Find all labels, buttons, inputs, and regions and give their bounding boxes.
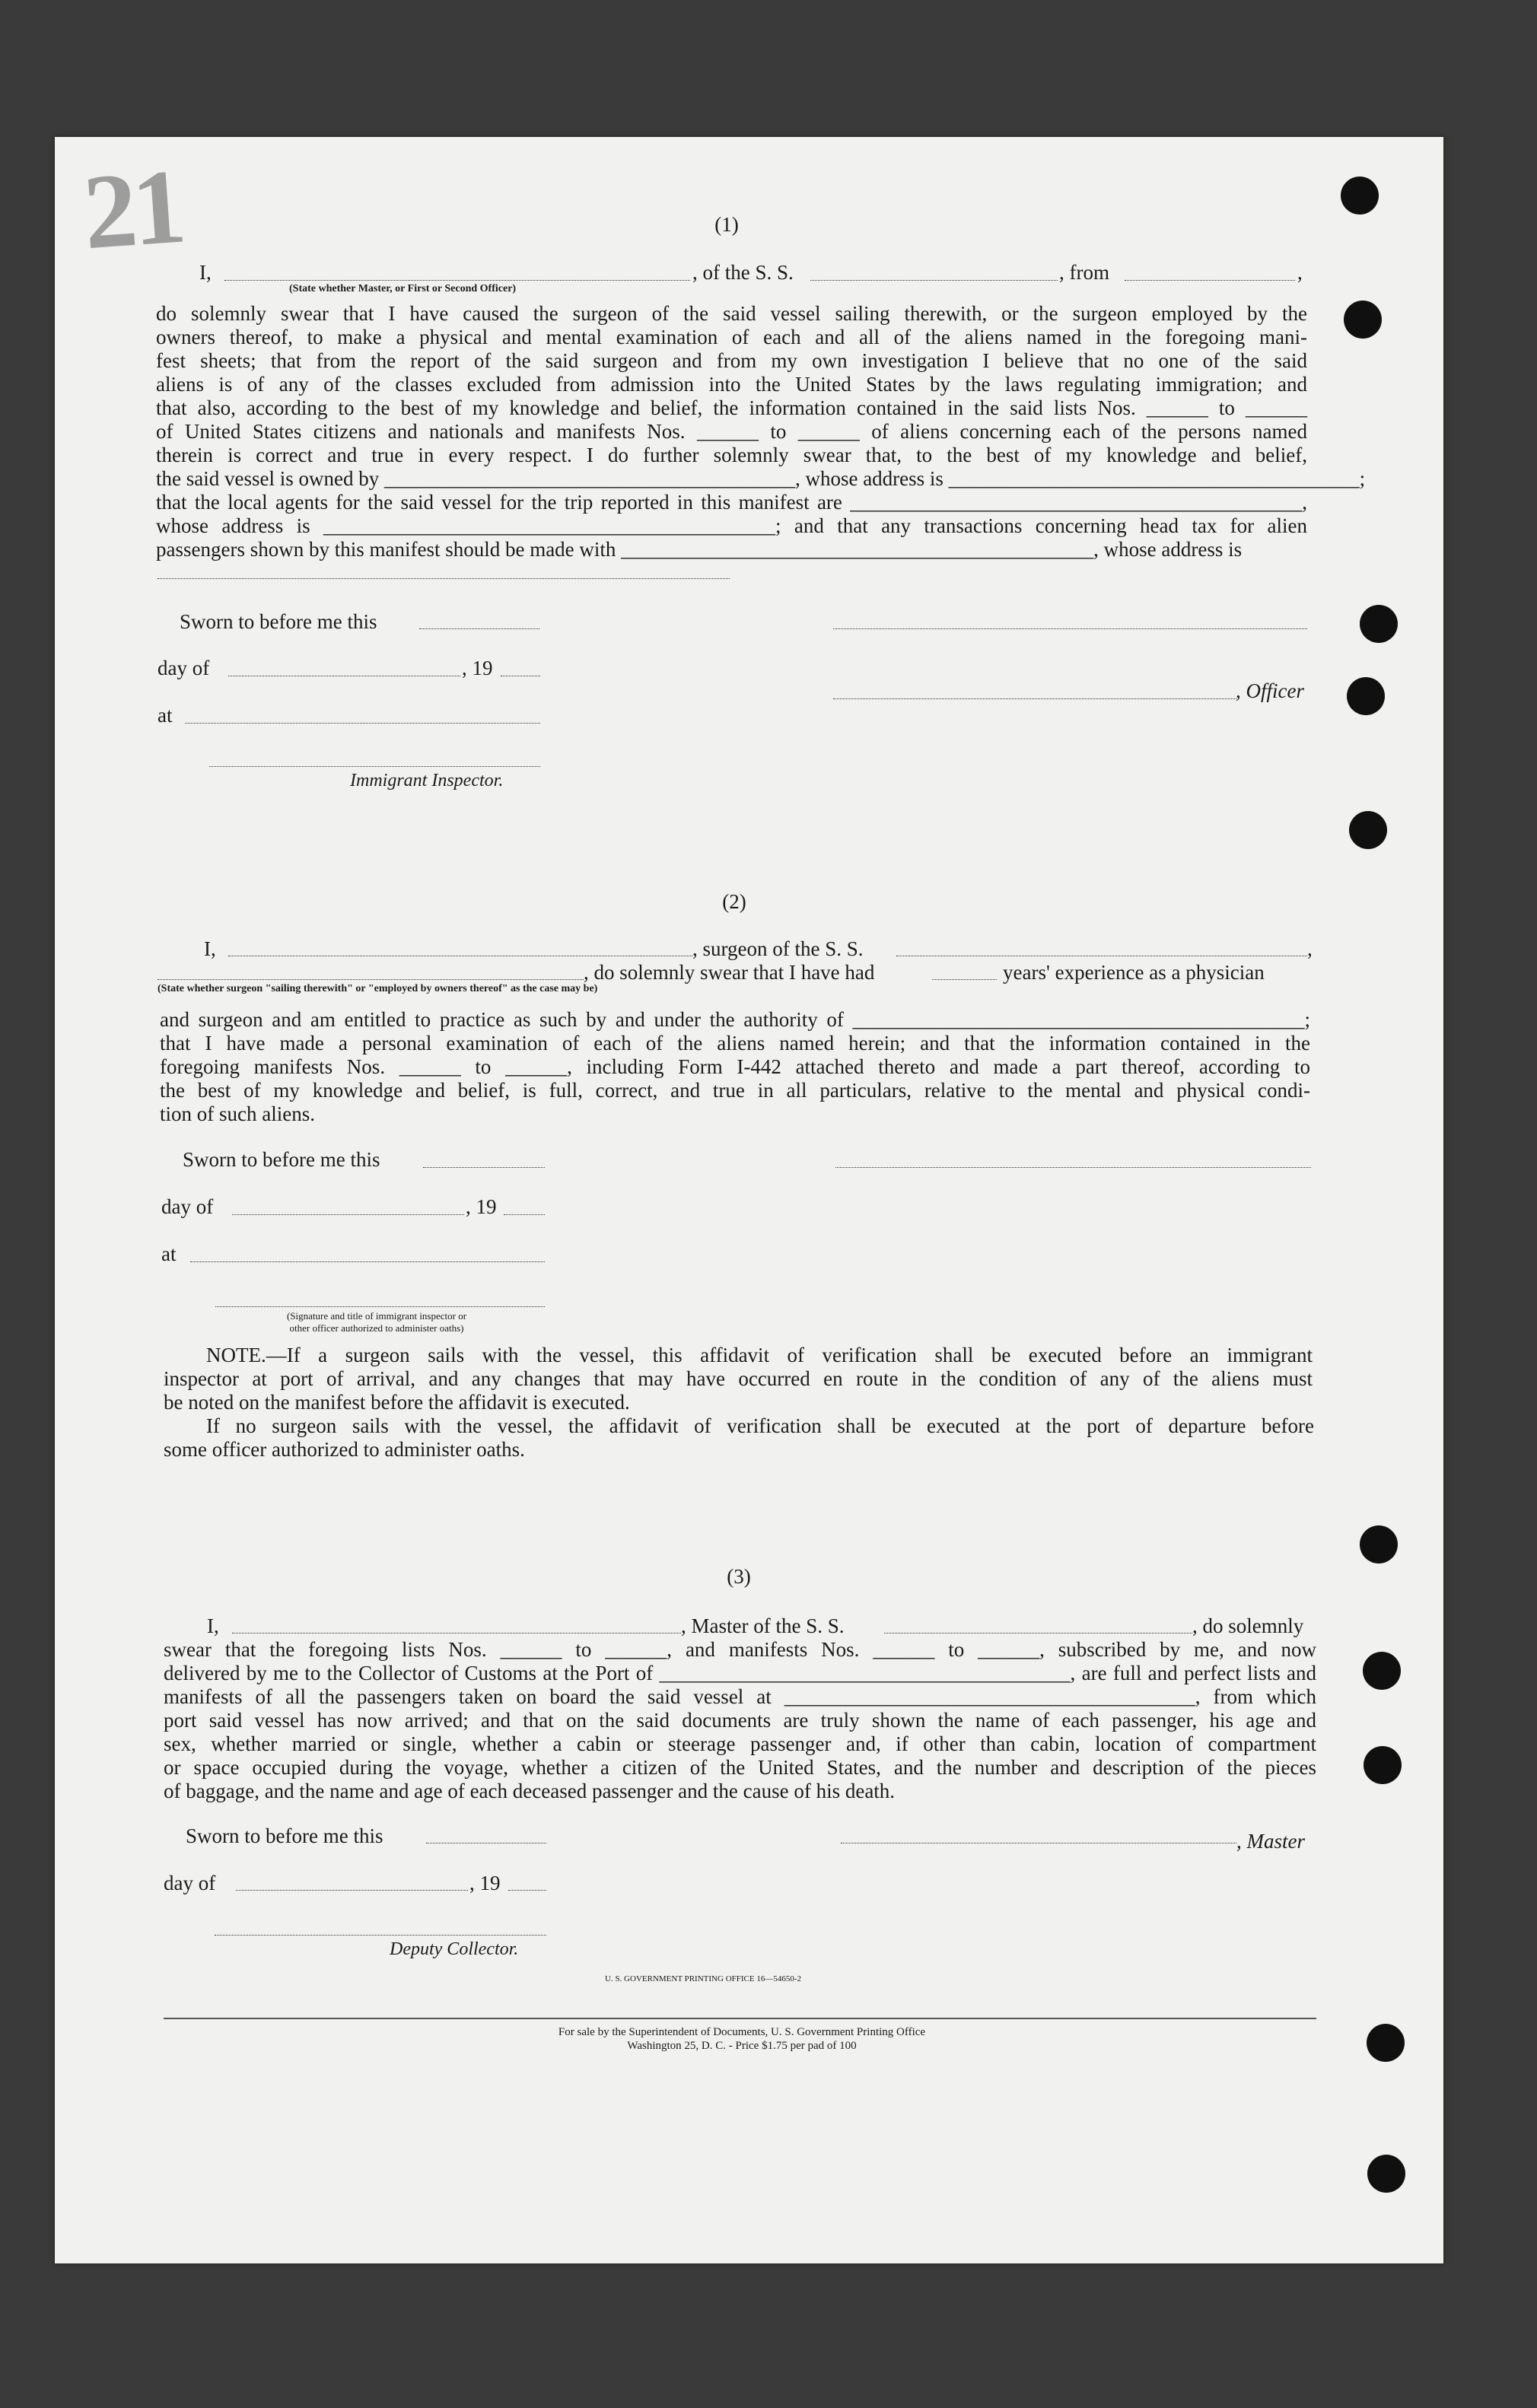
- sec3-solemnly-label: , do solemnly: [1192, 1614, 1304, 1637]
- officer-label: , Officer: [1236, 679, 1304, 702]
- deputy-collector-label: Deputy Collector.: [390, 1939, 519, 1959]
- binder-hole: [1363, 1652, 1401, 1690]
- sec2-day-line: [232, 1214, 464, 1215]
- sec3-year-label: , 19: [469, 1872, 501, 1894]
- binder-hole: [1347, 677, 1385, 715]
- sec1-at-line: [185, 723, 540, 724]
- sec1-oath-paragraph: do solemnly swear that I have caused the surgeon of the said vessel sailing therewith, or the surgeon employed by the owners thereof, to make a physical and mental examination of each and all of the aliens named in the foregoing mani- fest sheets; that from the report of the said surgeon and from my own investigation I believe that no one of the said aliens is of any of the classes excluded from admission into the United States by the laws regulating immigration; and that also, according to the best of my knowledge and belief, the information contained in the said lists Nos. ______ to ______ of United States citizens and nationals and manifests Nos. ______ to ______ of aliens concerning each of the persons named therein is correct and true in every respect. I do further solemnly swear that, to the best of my knowledge and belief, the said vessel is owned by ________________________________________, whose address is ________________________________________; that the local agents for the said vessel for the trip reported in this manifest are ____________________________________________, whose address is ____________________________________________; and that any transactions concerning head tax for alien passengers shown by this manifest should be made with ______________________________________________, whose address is: [156, 302, 1366, 561]
- signature-caption-2: other officer authorized to administer oaths): [289, 1322, 464, 1334]
- sec1-i: I,: [199, 261, 212, 284]
- sec2-years-label: years' experience as a physician: [1003, 961, 1265, 984]
- sec2-sworn-date-line: [423, 1167, 545, 1168]
- binder-hole: [1344, 301, 1382, 339]
- binder-hole: [1360, 1525, 1398, 1563]
- sec2-year-label: , 19: [466, 1195, 497, 1218]
- section-number-3: (3): [727, 1565, 751, 1588]
- sec1-officer-line: [833, 698, 1236, 699]
- master-label: , Master: [1236, 1830, 1305, 1853]
- binder-hole: [1360, 605, 1398, 643]
- note2-paragraph: If no surgeon sails with the vessel, the affidavit of verification shall be executed at the port of departure before some officer authorized to administer oaths.: [164, 1414, 1314, 1461]
- whose-address-line: [158, 578, 730, 579]
- sec1-sworn-label: Sworn to before me this: [180, 610, 377, 633]
- sec2-comma: ,: [1307, 937, 1313, 960]
- section-number-2: (2): [722, 890, 746, 913]
- binder-hole: [1349, 811, 1387, 849]
- ship-name-line: [810, 280, 1058, 281]
- sec3-i: I,: [207, 1614, 219, 1637]
- master-name-line: [224, 280, 690, 281]
- sec3-year-line: [508, 1890, 546, 1891]
- surgeon-status-caption: (State whether surgeon "sailing therewith" or "employed by owners thereof" as the case may be): [158, 983, 598, 994]
- sec2-swear-label: , do solemnly swear that I have had: [584, 961, 875, 984]
- sec1-at-label: at: [158, 704, 173, 727]
- section-number-1: (1): [714, 213, 739, 236]
- sec2-sign-line: [835, 1167, 1311, 1168]
- immigrant-inspector-label: Immigrant Inspector.: [350, 771, 504, 790]
- sec3-sworn-label: Sworn to before me this: [186, 1824, 383, 1847]
- footer-sale-line-2: Washington 25, D. C. - Price $1.75 per pad of 100: [627, 2040, 857, 2052]
- inspector-sign-line: [209, 766, 540, 767]
- binder-hole: [1341, 177, 1379, 215]
- master-title-caption: (State whether Master, or First or Second Officer): [289, 283, 517, 294]
- sec3-oath-paragraph: swear that the foregoing lists Nos. ______ to ______, and manifests Nos. ______ to ______, subscribed by me, and now delivered by me to the Collector of Customs at the Port of ________________________________________, are full and perfect lists and manifests of all the passengers taken on board the said vessel at ________________________________________, from which port said vessel has now arrived; and that on the said documents are truly shown the name of each passenger, his age and sex, whether married or single, whether a cabin or steerage passenger and, if other than cabin, location of compartment or space occupied during the voyage, whether a citizen of the United States, and the number and description of the pieces of baggage, and the name and age of each deceased passenger and the cause of his death.: [164, 1638, 1316, 1802]
- printing-office-imprint: U. S. GOVERNMENT PRINTING OFFICE 16—54650-2: [605, 1974, 802, 1983]
- binder-hole: [1364, 1746, 1402, 1784]
- footer-sale-line-1: For sale by the Superintendent of Documents, U. S. Government Printing Office: [558, 2026, 926, 2038]
- binder-hole: [1367, 2155, 1405, 2193]
- sec2-at-line: [190, 1261, 545, 1262]
- note-paragraph: NOTE.—If a surgeon sails with the vessel, this affidavit of verification shall be executed before an immigrant inspector at port of arrival, and any changes that may have occurred en route in the condition of any of the aliens must be noted on the manifest before the affidavit is executed.: [164, 1344, 1313, 1414]
- stamp-mark: 21: [79, 147, 186, 272]
- footer-rule: [164, 2018, 1316, 2019]
- sec1-year-label: , 19: [462, 657, 493, 679]
- sec2-surgeon-label: , surgeon of the S. S.: [692, 937, 864, 960]
- sec2-oath-paragraph: and surgeon and am entitled to practice as such by and under the authority of ____________________________________________; that I have made a personal examination of each of the aliens named herein; and that the information contained in the foregoing manifests Nos. ______ to ______, including Form I-442 attached thereto and made a part thereof, according to the best of my knowledge and belief, is full, correct, and true in all particulars, relative to the mental and physical condi- tion of such aliens.: [160, 1008, 1310, 1125]
- years-line: [932, 979, 997, 980]
- sec1-officer-sign-line: [833, 628, 1307, 629]
- binder-hole: [1367, 2024, 1405, 2062]
- sec1-comma: ,: [1297, 261, 1303, 284]
- sec3-day-label: day of: [164, 1872, 216, 1894]
- signature-caption-1: (Signature and title of immigrant inspector or: [286, 1310, 467, 1322]
- collector-sign-line: [215, 1935, 546, 1936]
- surgeon-status-line: [158, 979, 584, 980]
- from-port-line: [1125, 280, 1295, 281]
- sec3-master-label: , Master of the S. S.: [681, 1614, 845, 1637]
- sec1-day-label: day of: [158, 657, 210, 679]
- sec1-ss-label: , of the S. S.: [692, 261, 794, 284]
- sec2-day-label: day of: [161, 1195, 214, 1218]
- sec2-official-sign-line: [215, 1306, 545, 1307]
- sec3-day-line: [236, 1890, 468, 1891]
- sec2-year-line: [504, 1214, 545, 1215]
- sec2-sworn-label: Sworn to before me this: [183, 1148, 380, 1171]
- sec2-at-label: at: [161, 1242, 177, 1265]
- sec1-from-label: , from: [1059, 261, 1109, 284]
- sec1-sworn-date-line: [419, 628, 539, 629]
- sec2-i: I,: [204, 937, 216, 960]
